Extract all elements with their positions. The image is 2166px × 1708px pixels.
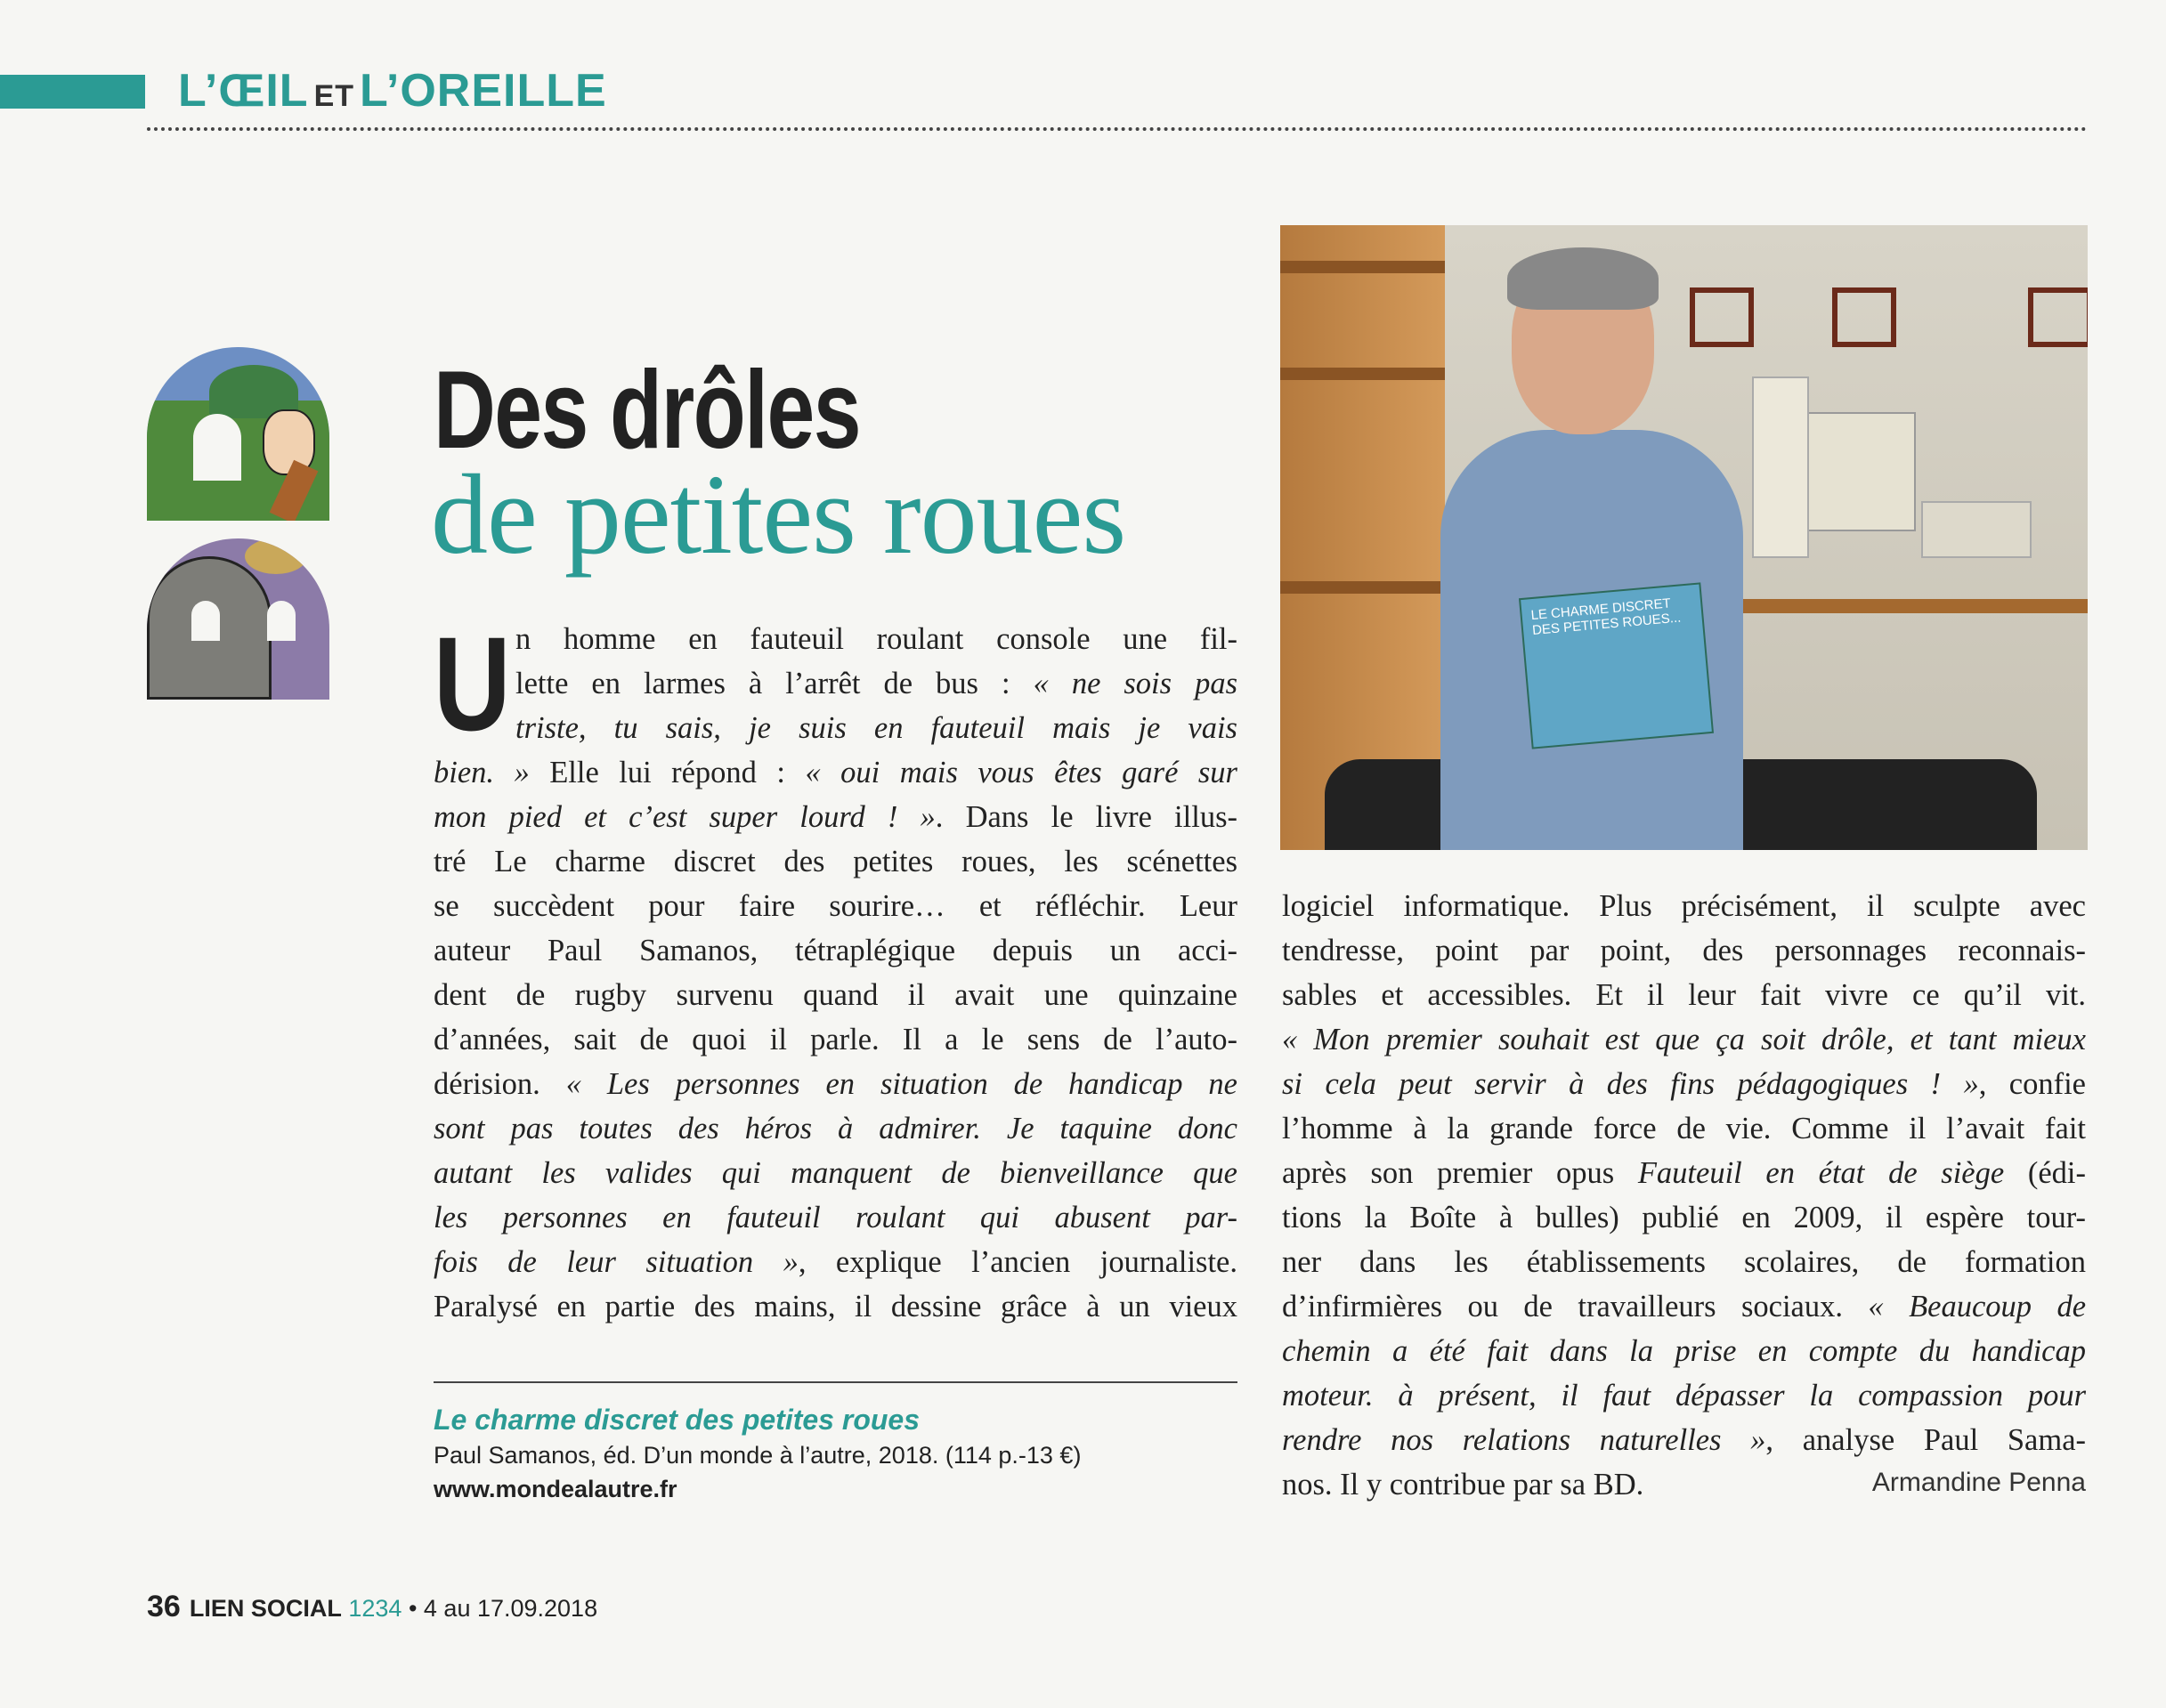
text-line <box>1282 1151 2086 1195</box>
text-line <box>434 884 1237 928</box>
headline-line1: Des drôles <box>434 349 860 472</box>
text-line <box>1282 1373 2086 1418</box>
quote-text: mon pied et c’est super lourd ! » <box>434 800 936 834</box>
body-text: après son premier opus <box>1282 1156 1638 1190</box>
text-line <box>434 839 1237 884</box>
text-line <box>1282 1462 2086 1507</box>
text-line <box>434 1062 1237 1106</box>
text-line <box>1282 1017 2086 1062</box>
text-line <box>1282 1240 2086 1284</box>
text-line <box>434 795 1237 839</box>
body-text: , explique l’ancien journaliste. <box>798 1245 1237 1279</box>
body-text: tendresse, point par point, des personnages reconnais- <box>1282 934 2086 967</box>
text-line <box>1282 928 2086 973</box>
book-cover <box>1519 582 1714 749</box>
book-info: Paul Samanos, éd. D’un monde à l’autre, 2018. (114 p.-13 €) <box>434 1442 1082 1469</box>
text-line <box>434 1151 1237 1195</box>
body-text: dent de rugby survenu quand il avait une quinzaine <box>434 978 1237 1012</box>
body-text: se succèdent pour faire sourire… et réfléchir. Leur <box>434 889 1237 923</box>
quote-text: bien. » <box>434 756 530 789</box>
quote-text: « Les personnes en situation de handicap ne <box>565 1067 1237 1101</box>
body-text: , analyse Paul Sama- <box>1765 1423 2086 1457</box>
publisher-url[interactable]: www.mondealautre.fr <box>434 1476 677 1502</box>
body-text: ner dans les établissements scolaires, de formation <box>1282 1245 2086 1279</box>
issue-number: 1234 <box>348 1595 402 1622</box>
book-title: Le charme discret des petites roues <box>434 1404 920 1436</box>
dotted-divider <box>147 127 2088 131</box>
body-text: . Dans le livre illus- <box>935 800 1237 834</box>
body-text: lette en larmes à l’arrêt de bus : <box>515 667 1034 700</box>
page-footer <box>147 1590 597 1624</box>
body-text: dérision. <box>434 1067 566 1101</box>
body-text: Elle lui répond : <box>529 756 806 789</box>
quote-text: triste, tu sais, je suis en fauteuil mais je vais <box>515 711 1237 745</box>
body-text: l’homme à la grande force de vie. Comme il l’avait fait <box>1282 1112 2086 1145</box>
quote-text: Fauteuil en état de siège <box>1637 1156 2005 1190</box>
text-line <box>1282 1418 2086 1462</box>
body-text: , confie <box>1978 1067 2086 1101</box>
quote-text: « Beaucoup de <box>1868 1290 2086 1323</box>
text-line <box>1282 1284 2086 1329</box>
text-line <box>434 750 1237 795</box>
quote-text: autant les valides qui manquent de bienveillance que <box>434 1156 1237 1190</box>
text-line <box>1282 973 2086 1017</box>
body-text: n homme en fauteuil roulant console une fil- <box>515 622 1237 656</box>
body-text: auteur Paul Samanos, tétraplégique depuis un acci- <box>434 934 1237 967</box>
text-line <box>434 928 1237 973</box>
text-line <box>1282 884 2086 928</box>
book-cover-title: LE CHARME DISCRET DES PETITES ROUES... <box>1529 595 1682 639</box>
rubric-et: ET <box>313 79 355 113</box>
section-rubric <box>178 64 607 117</box>
text-line <box>434 617 1237 661</box>
text-line <box>434 1017 1237 1062</box>
quote-text: moteur. à présent, il faut dépasser la compassion pour <box>1282 1379 2086 1413</box>
quote-text: « oui mais vous êtes garé sur <box>805 756 1237 789</box>
author-signature: Armandine Penna <box>1871 1468 2086 1497</box>
headline-line2: de petites roues <box>431 451 1126 578</box>
body-column-1 <box>434 609 1237 1329</box>
text-line <box>434 706 1237 750</box>
magazine-name: LIEN SOCIAL <box>189 1595 342 1622</box>
body-column-2 <box>1282 884 2086 1507</box>
text-line <box>1282 1062 2086 1106</box>
text-line <box>434 1240 1237 1284</box>
author-photo <box>1280 225 2088 850</box>
body-text: logiciel informatique. Plus précisément, il sculpte avec <box>1282 889 2086 923</box>
body-text: tré Le charme discret des petites roues, les scénettes <box>434 845 1237 878</box>
text-line <box>1282 1329 2086 1373</box>
text-line <box>434 1284 1237 1329</box>
text-line <box>434 1106 1237 1151</box>
body-text: d’années, sait de quoi il parle. Il a le sens de l’auto- <box>434 1023 1237 1056</box>
rubric-part2: L’OREILLE <box>360 65 607 117</box>
body-text: sables et accessibles. Et il leur fait vivre ce qu’il vit. <box>1282 978 2086 1012</box>
text-line <box>1282 1195 2086 1240</box>
drop-cap: U <box>434 609 511 758</box>
body-text: Paralysé en partie des mains, il dessine grâce à un vieux <box>434 1290 1237 1323</box>
quote-text: « ne sois pas <box>1033 667 1237 700</box>
quote-text: fois de leur situation » <box>434 1245 799 1279</box>
caption-rule <box>434 1381 1237 1383</box>
text-line <box>1282 1106 2086 1151</box>
body-text: tions la Boîte à bulles) publié en 2009, il espère tour- <box>1282 1201 2086 1234</box>
rubric-part1: L’ŒIL <box>178 65 309 117</box>
quote-text: rendre nos relations naturelles » <box>1282 1423 1766 1457</box>
quote-text: « Mon premier souhait est que ça soit drôle, et tant mieux <box>1282 1023 2086 1056</box>
letter-illustration <box>147 347 329 700</box>
quote-text: les personnes en fauteuil roulant qui abusent par- <box>434 1201 1237 1234</box>
text-line <box>434 661 1237 706</box>
body-text: nos. Il y contribue par sa BD. <box>1282 1468 1644 1502</box>
text-line <box>434 1195 1237 1240</box>
quote-text: chemin a été fait dans la prise en compte du handicap <box>1282 1334 2086 1368</box>
quote-text: si cela peut servir à des fins pédagogiques ! » <box>1282 1067 1979 1101</box>
rubric-bar <box>0 75 145 109</box>
page-number: 36 <box>147 1590 181 1623</box>
quote-text: sont pas toutes des héros à admirer. Je taquine donc <box>434 1112 1237 1145</box>
issue-dates: • 4 au 17.09.2018 <box>408 1595 598 1622</box>
body-text: d’infirmières ou de travailleurs sociaux. <box>1282 1290 1869 1323</box>
text-line <box>434 973 1237 1017</box>
body-text: (édi- <box>2004 1156 2086 1190</box>
